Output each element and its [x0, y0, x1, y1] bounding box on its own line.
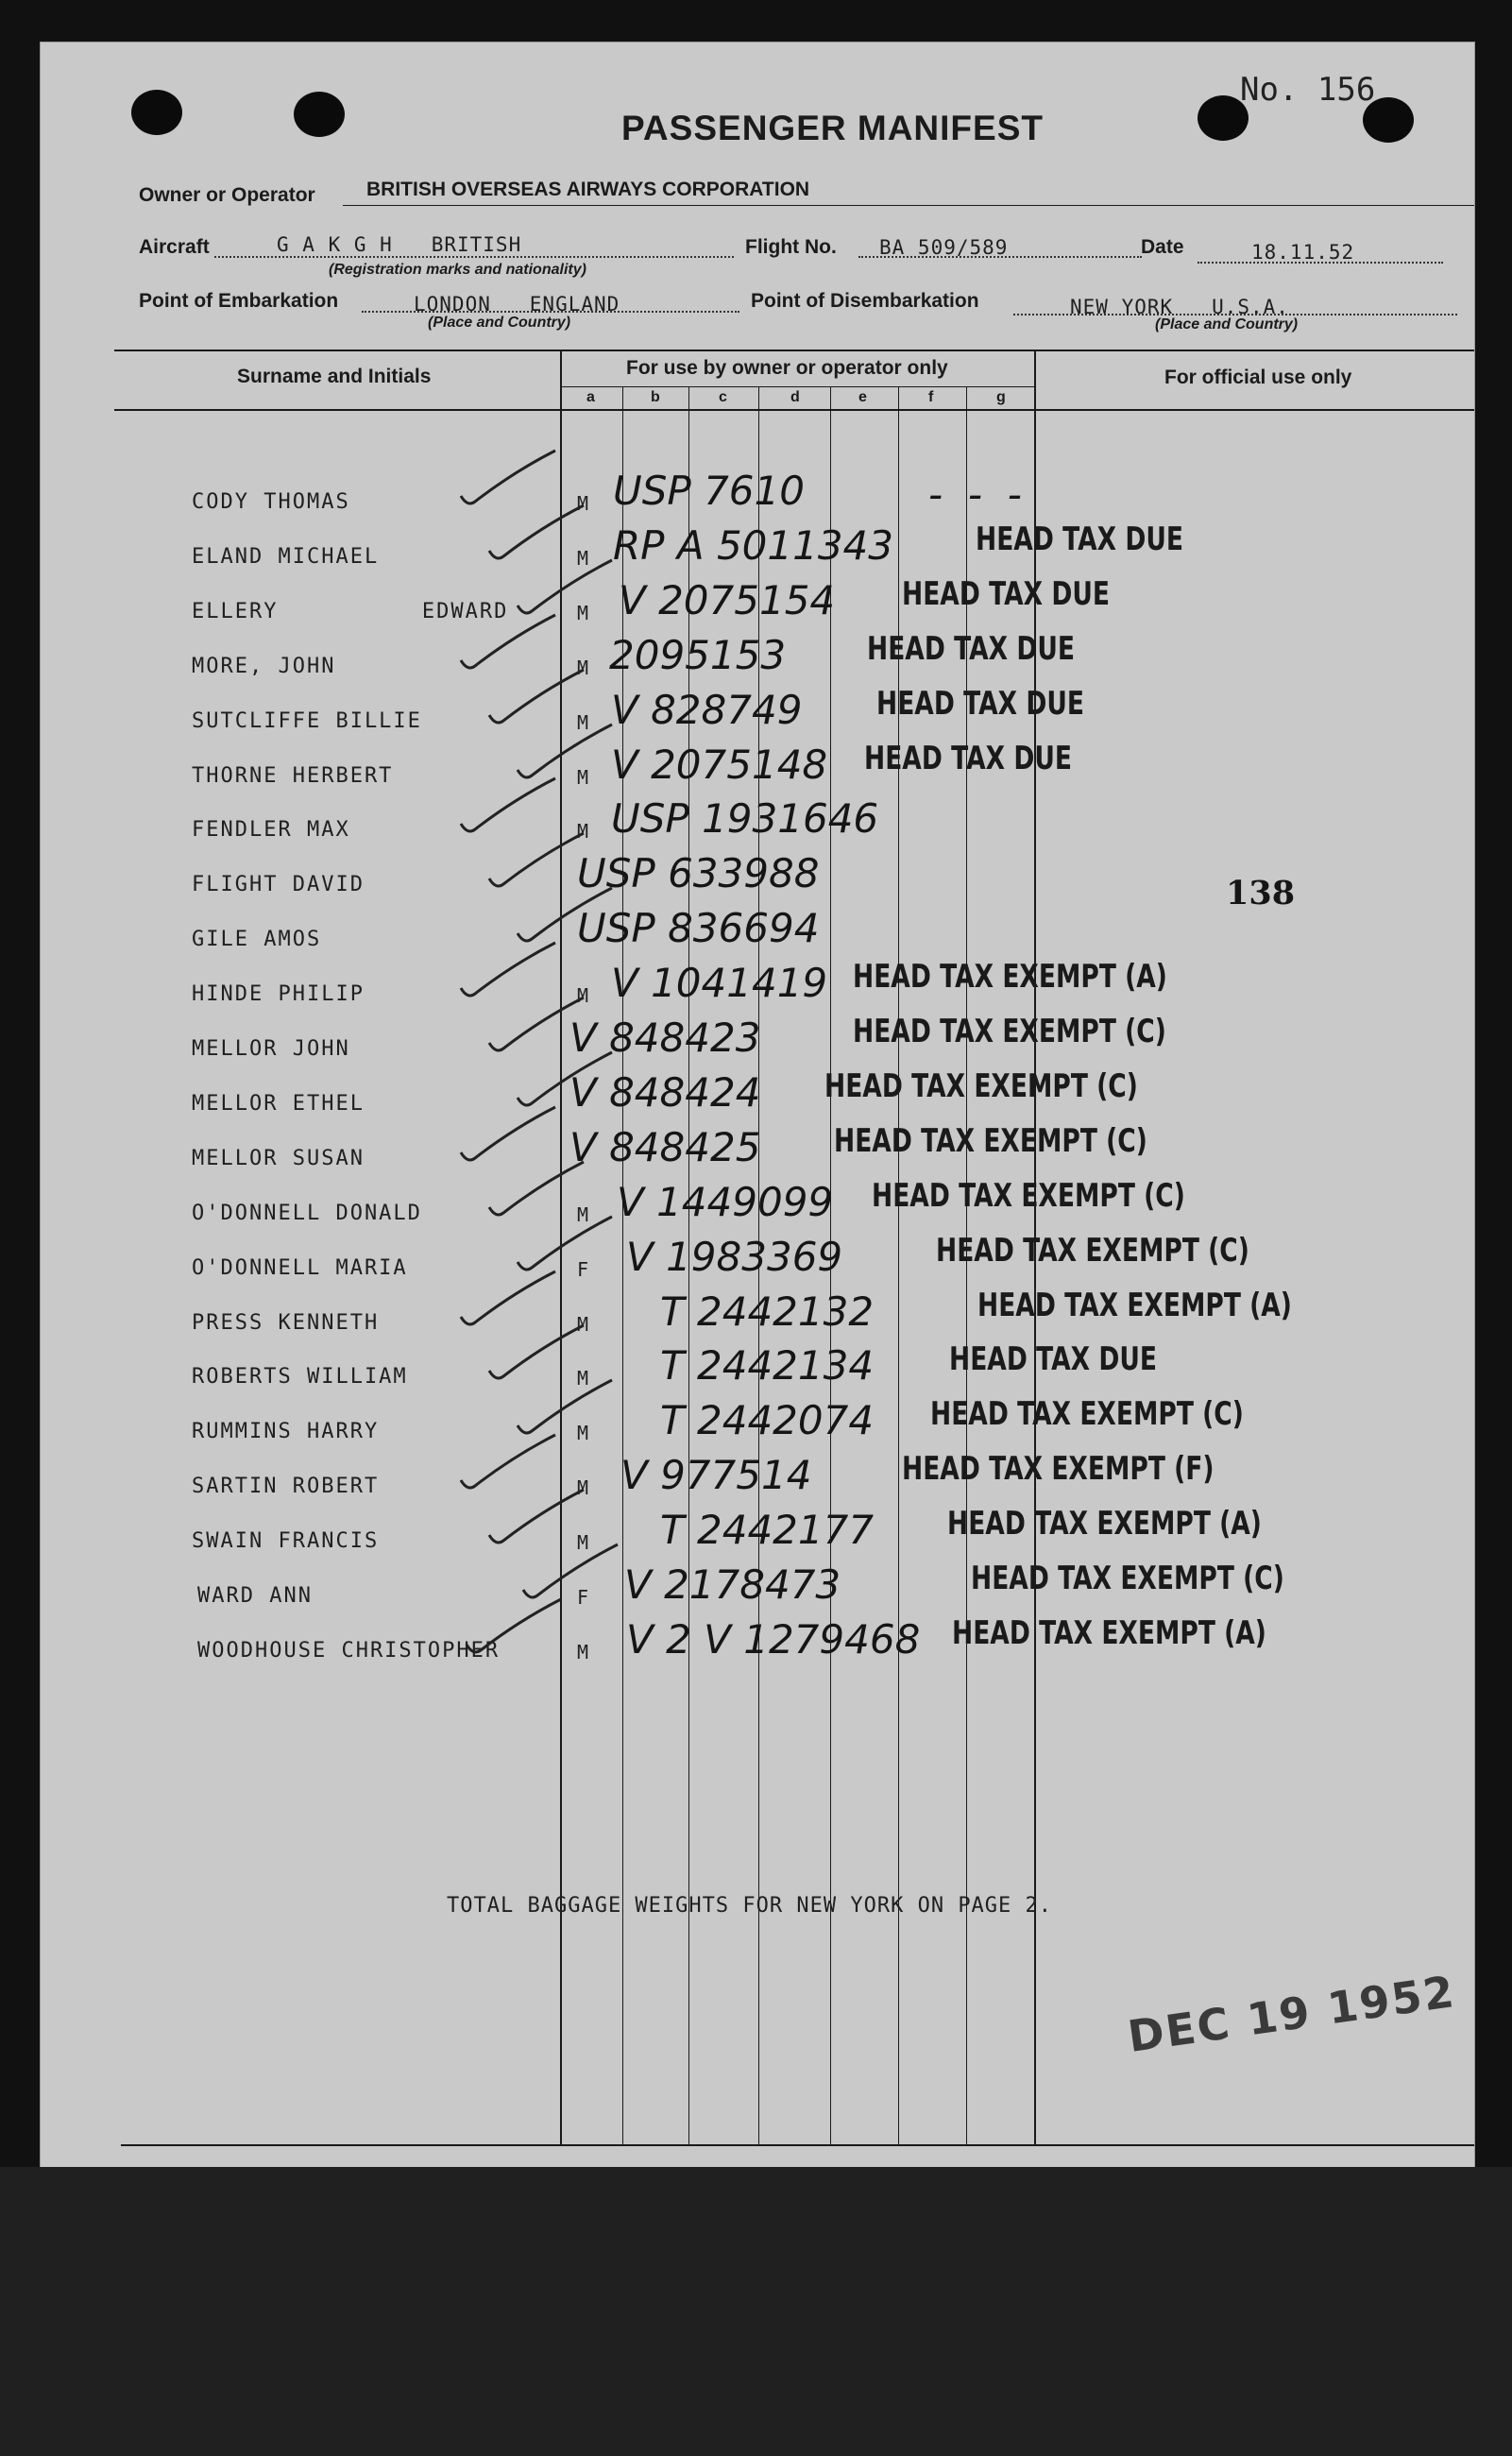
col-letter-e: e — [858, 389, 867, 405]
check-mark-icon — [462, 1597, 566, 1663]
passenger-name: O'DONNELL DONALD — [192, 1201, 422, 1225]
passenger-name: SUTCLIFFE BILLIE — [192, 708, 422, 733]
owner-value: BRITISH OVERSEAS AIRWAYS CORPORATION — [366, 179, 810, 200]
surname-column-header: Surname and Initials — [237, 366, 432, 387]
passport-number: T 2442132 — [660, 1288, 875, 1335]
passport-number: V 848425 — [569, 1123, 761, 1170]
head-tax-note: HEAD TAX EXEMPT (C) — [853, 1013, 1166, 1050]
col-letter-f: f — [928, 389, 934, 405]
passenger-sex: F — [577, 1257, 589, 1281]
passenger-name: RUMMINS HARRY — [192, 1420, 380, 1444]
passenger-name: ELAND MICHAEL — [192, 544, 380, 569]
passenger-name: MELLOR ETHEL — [192, 1091, 365, 1116]
table-subheader-rule — [560, 386, 1034, 387]
passenger-sex: M — [577, 1476, 589, 1500]
embarkation-dotline — [362, 311, 739, 313]
page-title: PASSENGER MANIFEST — [621, 109, 1044, 147]
head-tax-note: HEAD TAX DUE — [902, 574, 1110, 613]
passenger-sex: F — [577, 1586, 589, 1609]
aircraft-label: Aircraft — [139, 236, 210, 258]
passenger-name: WARD ANN — [197, 1584, 313, 1608]
head-tax-note: HEAD TAX EXEMPT (C) — [936, 1231, 1249, 1270]
passport-number: V 2178473 — [624, 1561, 841, 1608]
table-header-rule — [114, 409, 1474, 411]
table-top-rule — [114, 350, 1474, 351]
flight-dotline — [858, 256, 1142, 258]
passport-number: USP 1931646 — [611, 795, 879, 843]
owner-use-column-header: For use by owner or operator only — [626, 357, 948, 379]
official-column-header: For official use only — [1164, 367, 1352, 388]
passenger-sex: M — [577, 1422, 589, 1445]
passenger-name: SARTIN ROBERT — [192, 1475, 380, 1499]
passenger-sex: M — [577, 601, 589, 624]
passenger-name: ELLERY EDWARD — [192, 599, 509, 623]
date-value: 18.11.52 — [1251, 241, 1355, 264]
flight-value: BA 509/589 — [879, 236, 1009, 259]
date-label: Date — [1141, 236, 1184, 258]
head-tax-note: HEAD TAX EXEMPT (A) — [947, 1505, 1262, 1544]
baggage-footer-note: TOTAL BAGGAGE WEIGHTS FOR NEW YORK ON PAGE 2. — [447, 1894, 1053, 1918]
passport-number: USP 836694 — [577, 905, 820, 952]
passport-number: T 2442177 — [660, 1507, 875, 1554]
passenger-name: FLIGHT DAVID — [192, 873, 365, 897]
aircraft-dotline — [214, 256, 734, 258]
passenger-name: CODY THOMAS — [192, 490, 350, 514]
document-number: No. 156 — [1240, 71, 1376, 109]
table-bottom-rule — [121, 2144, 1474, 2146]
page-number: 138 — [1226, 874, 1296, 912]
head-tax-note: HEAD TAX DUE — [864, 739, 1072, 777]
passenger-name: PRESS KENNETH — [192, 1310, 380, 1335]
passenger-name: O'DONNELL MARIA — [192, 1255, 408, 1280]
passport-number: V 2075148 — [611, 741, 828, 788]
passport-number: RP A 5011343 — [613, 521, 893, 569]
passport-number: T 2442074 — [660, 1397, 875, 1444]
head-tax-note: HEAD TAX DUE — [949, 1340, 1157, 1379]
scan-background — [0, 2167, 1512, 2456]
passenger-sex: M — [577, 1640, 589, 1663]
head-tax-note: HEAD TAX EXEMPT (C) — [824, 1066, 1138, 1105]
passenger-sex: M — [577, 1312, 589, 1336]
passenger-sex: M — [577, 765, 589, 789]
aircraft-value: G A K G H BRITISH — [277, 233, 522, 256]
passenger-sex: M — [577, 984, 589, 1008]
head-tax-note: HEAD TAX EXEMPT (C) — [872, 1176, 1185, 1215]
passenger-name: SWAIN FRANCIS — [192, 1529, 380, 1554]
head-tax-note: HEAD TAX EXEMPT (A) — [853, 958, 1167, 997]
head-tax-note: HEAD TAX EXEMPT (A) — [977, 1286, 1292, 1324]
passenger-name: WOODHOUSE CHRISTOPHER — [197, 1638, 501, 1663]
passenger-sex: M — [577, 1531, 589, 1555]
passport-number: V 1041419 — [611, 960, 828, 1007]
passport-number: T 2442134 — [660, 1342, 875, 1390]
embarkation-value: LONDON ENGLAND — [414, 293, 620, 316]
flight-label: Flight No. — [745, 236, 837, 258]
punch-hole-left-1 — [131, 90, 182, 135]
passport-number: USP 7610 — [613, 468, 805, 514]
disembarkation-value: NEW YORK U.S.A. — [1070, 296, 1289, 318]
passport-number: 2095153 — [609, 631, 787, 678]
owner-rule — [343, 205, 1474, 206]
disembarkation-label: Point of Disembarkation — [751, 290, 979, 312]
passenger-sex: M — [577, 492, 589, 515]
passenger-sex: M — [577, 656, 589, 679]
passenger-name: HINDE PHILIP — [192, 982, 365, 1007]
passport-number: V 977514 — [620, 1452, 812, 1499]
col-letter-c: c — [719, 389, 727, 405]
passport-number: V 828749 — [611, 686, 803, 733]
passport-number: V 848424 — [569, 1068, 761, 1116]
head-tax-note: HEAD TAX EXEMPT (C) — [834, 1121, 1147, 1160]
passenger-name: MELLOR JOHN — [192, 1037, 350, 1061]
head-tax-note: HEAD TAX DUE — [976, 520, 1183, 558]
head-tax-note: HEAD TAX EXEMPT (F) — [902, 1450, 1215, 1489]
passenger-sex: M — [577, 1367, 589, 1390]
passport-number: V 1449099 — [617, 1178, 834, 1225]
passenger-name: MELLOR SUSAN — [192, 1146, 365, 1170]
passenger-name: FENDLER MAX — [192, 818, 350, 843]
date-received-stamp: DEC 19 1952 — [1124, 1965, 1459, 2063]
aircraft-sublabel: (Registration marks and nationality) — [329, 262, 586, 278]
passenger-name: ROBERTS WILLIAM — [192, 1365, 408, 1390]
passenger-name: GILE AMOS — [192, 928, 322, 952]
owner-label: Owner or Operator — [139, 184, 315, 206]
head-tax-note: HEAD TAX DUE — [876, 684, 1084, 723]
passenger-sex: M — [577, 1202, 589, 1226]
passport-number: USP 633988 — [577, 850, 820, 897]
passenger-sex: M — [577, 820, 589, 844]
passport-number: V 2 V 1279468 — [626, 1615, 921, 1663]
passenger-sex: M — [577, 546, 589, 570]
head-tax-note: HEAD TAX EXEMPT (C) — [930, 1395, 1244, 1434]
col-letter-b: b — [651, 389, 660, 405]
col-letter-a: a — [586, 389, 595, 405]
passenger-sex: M — [577, 710, 589, 734]
head-tax-note: HEAD TAX EXEMPT (A) — [952, 1613, 1266, 1652]
dash-marks: - - - — [928, 471, 1022, 518]
col-letter-d: d — [790, 389, 800, 405]
passenger-name: THORNE HERBERT — [192, 763, 394, 788]
passport-number: V 2075154 — [619, 576, 836, 623]
punch-hole-left-2 — [294, 92, 345, 137]
passport-number: V 848423 — [569, 1015, 761, 1061]
col-letter-g: g — [996, 389, 1006, 405]
head-tax-note: HEAD TAX EXEMPT (C) — [971, 1560, 1284, 1597]
embarkation-label: Point of Embarkation — [139, 290, 339, 312]
head-tax-note: HEAD TAX DUE — [867, 629, 1075, 668]
embarkation-sublabel: (Place and Country) — [428, 315, 571, 331]
passport-number: V 1983369 — [626, 1233, 843, 1280]
manifest-sheet — [40, 42, 1475, 2169]
disembarkation-dotline — [1013, 314, 1457, 316]
date-dotline — [1198, 262, 1443, 264]
passenger-name: MORE, JOHN — [192, 654, 336, 678]
disembarkation-sublabel: (Place and Country) — [1155, 316, 1299, 333]
